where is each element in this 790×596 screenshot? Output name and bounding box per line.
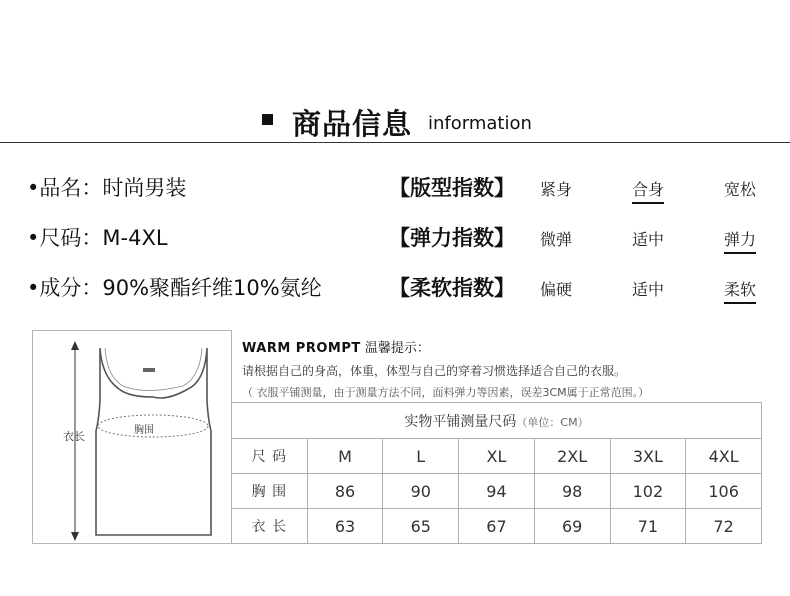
fit-index-label: 【版型指数】 <box>389 176 515 200</box>
size-cell: XL <box>459 439 535 474</box>
size-cell: 3XL <box>610 439 686 474</box>
chest-row <box>232 474 762 509</box>
size-table-unit: （单位：CM） <box>516 415 589 429</box>
size-cell: 2XL <box>534 439 610 474</box>
section-title: 商品信息 <box>292 107 413 141</box>
length-cell: 69 <box>534 509 610 544</box>
stretch-index-label: 【弹力指数】 <box>389 226 515 250</box>
square-bullet-icon <box>262 114 273 125</box>
size-cell: L <box>383 439 459 474</box>
measurement-diagram <box>32 330 232 544</box>
spec-row-stretch <box>0 222 790 256</box>
section-subtitle: information <box>428 113 532 134</box>
length-row-label: 衣 长 <box>232 509 308 544</box>
divider <box>0 142 790 143</box>
length-row <box>232 509 762 544</box>
length-label: 衣长 <box>63 430 85 443</box>
spec-row-fit <box>0 172 790 206</box>
chest-row-label: 胸 围 <box>232 474 308 509</box>
stretch-option-elastic: 弹力 <box>724 227 756 254</box>
length-cell: 71 <box>610 509 686 544</box>
length-cell: 72 <box>686 509 762 544</box>
fit-option-regular: 合身 <box>632 177 664 204</box>
chest-label: 胸围 <box>134 425 154 436</box>
section-header <box>0 98 790 148</box>
stretch-option-medium: 适中 <box>632 230 665 249</box>
product-name: •品名：时尚男装 <box>27 176 187 200</box>
softness-index-label: 【柔软指数】 <box>389 276 515 300</box>
stretch-option-slight: 微弹 <box>540 230 573 249</box>
size-header-row <box>232 439 762 474</box>
warm-prompt <box>242 337 762 400</box>
softness-option-soft: 柔软 <box>724 277 756 304</box>
size-table-caption <box>232 403 762 439</box>
material-composition: •成分：90%聚酯纤维10%氨纶 <box>27 276 322 300</box>
warm-prompt-title-cn: 温馨提示： <box>364 341 430 356</box>
chest-cell: 90 <box>383 474 459 509</box>
chest-cell: 98 <box>534 474 610 509</box>
fit-option-tight: 紧身 <box>540 180 573 199</box>
warm-prompt-heading <box>242 337 762 356</box>
length-cell: 63 <box>307 509 383 544</box>
softness-option-hard: 偏硬 <box>540 280 573 299</box>
size-table <box>231 402 762 544</box>
chest-cell: 94 <box>459 474 535 509</box>
size-range: •尺码：M-4XL <box>27 226 168 250</box>
chest-cell: 106 <box>686 474 762 509</box>
warm-prompt-advice: 请根据自己的身高，体重，体型与自己的穿着习惯选择适合自己的衣服。 <box>242 364 627 378</box>
length-cell: 65 <box>383 509 459 544</box>
chest-cell: 102 <box>610 474 686 509</box>
chest-cell: 86 <box>307 474 383 509</box>
size-row-label: 尺 码 <box>232 439 308 474</box>
softness-option-medium: 适中 <box>632 280 665 299</box>
length-cell: 67 <box>459 509 535 544</box>
size-cell: M <box>307 439 383 474</box>
warm-prompt-note: （ 衣服平铺测量，由于测量方法不同，面料弹力等因素，误差3CM属于正常范围。） <box>242 386 650 399</box>
size-cell: 4XL <box>686 439 762 474</box>
fit-option-loose: 宽松 <box>724 180 757 199</box>
size-table-caption-row <box>232 403 762 439</box>
spec-row-softness <box>0 272 790 306</box>
size-table-title: 实物平铺测量尺码 <box>404 413 517 430</box>
warm-prompt-title-en: WARM PROMPT <box>242 341 361 356</box>
